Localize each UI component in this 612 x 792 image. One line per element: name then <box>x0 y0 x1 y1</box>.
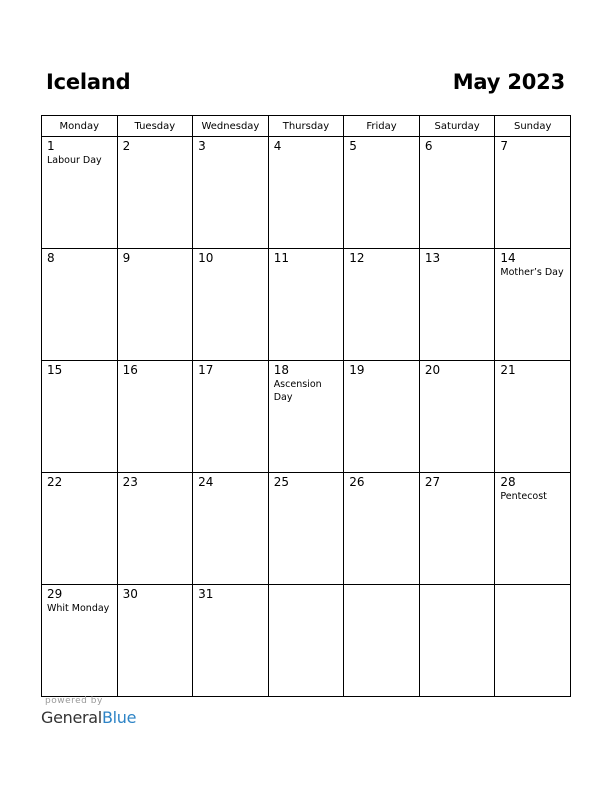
weekday-header: Monday <box>42 116 118 137</box>
day-number: 1 <box>47 139 55 153</box>
day-cell <box>193 137 269 249</box>
day-cell <box>344 585 420 697</box>
day-cell <box>193 249 269 361</box>
day-number: 4 <box>273 139 282 153</box>
day-number: 9 <box>122 251 131 265</box>
brand-blue: Blue <box>101 708 137 727</box>
holiday-label: Labour Day <box>47 155 102 166</box>
day-cell <box>419 473 495 585</box>
day-cell <box>117 137 193 249</box>
holiday-label: Mother’s Day <box>500 267 564 278</box>
calendar-grid <box>41 115 571 697</box>
day-number: 14 <box>500 251 516 265</box>
day-number: 6 <box>424 139 433 153</box>
holiday-label: Pentecost <box>500 491 547 502</box>
day-number: 30 <box>122 587 138 601</box>
weekday-header: Tuesday <box>117 116 193 137</box>
country-title: Iceland <box>46 70 131 94</box>
day-cell <box>495 137 571 249</box>
day-cell <box>419 137 495 249</box>
day-cell <box>42 249 118 361</box>
day-cell <box>117 473 193 585</box>
weekday-header: Sunday <box>495 116 571 137</box>
day-cell <box>344 249 420 361</box>
day-cell <box>193 361 269 473</box>
day-cell <box>193 473 269 585</box>
day-cell <box>344 473 420 585</box>
day-cell <box>268 249 344 361</box>
month-title: May 2023 <box>452 70 565 94</box>
day-cell <box>268 585 344 697</box>
day-cell <box>42 473 118 585</box>
brand-logo <box>41 708 136 727</box>
day-number: 11 <box>273 251 289 265</box>
day-cell <box>268 361 344 473</box>
day-cell <box>42 585 118 697</box>
day-cell <box>268 137 344 249</box>
day-number: 7 <box>500 139 509 153</box>
week-row <box>42 137 571 249</box>
day-cell <box>344 361 420 473</box>
day-number: 8 <box>47 251 55 265</box>
day-number: 23 <box>122 475 138 489</box>
day-cell <box>42 137 118 249</box>
day-number: 16 <box>122 363 138 377</box>
day-cell <box>419 361 495 473</box>
day-number: 24 <box>198 475 214 489</box>
day-number: 26 <box>349 475 365 489</box>
day-number: 21 <box>500 363 516 377</box>
day-cell <box>495 585 571 697</box>
week-row <box>42 473 571 585</box>
day-number: 31 <box>198 587 214 601</box>
brand-general: General <box>41 708 102 727</box>
day-number: 20 <box>424 363 441 377</box>
week-row <box>42 361 571 473</box>
day-number: 5 <box>349 139 357 153</box>
day-number: 13 <box>424 251 441 265</box>
day-number: 29 <box>47 587 63 601</box>
weekday-header: Thursday <box>268 116 344 137</box>
day-cell <box>495 473 571 585</box>
day-number: 19 <box>349 363 365 377</box>
week-row <box>42 249 571 361</box>
day-cell <box>344 137 420 249</box>
day-number: 22 <box>47 475 63 489</box>
weekday-header: Wednesday <box>193 116 269 137</box>
day-cell <box>193 585 269 697</box>
day-cell <box>495 249 571 361</box>
day-number: 2 <box>122 139 131 153</box>
day-cell <box>42 361 118 473</box>
day-number: 18 <box>273 363 289 377</box>
day-number: 12 <box>349 251 365 265</box>
day-number: 17 <box>198 363 214 377</box>
day-cell <box>419 585 495 697</box>
holiday-label: Whit Monday <box>47 603 110 614</box>
weekday-header: Friday <box>344 116 420 137</box>
day-number: 3 <box>198 139 206 153</box>
weekday-header-row <box>42 116 571 137</box>
day-cell <box>117 585 193 697</box>
holiday-label: Ascension Day <box>273 379 322 403</box>
day-number: 27 <box>424 475 441 489</box>
day-number: 28 <box>500 475 516 489</box>
week-row <box>42 585 571 697</box>
weekday-header: Saturday <box>419 116 495 137</box>
day-cell <box>268 473 344 585</box>
day-number: 15 <box>47 363 63 377</box>
day-cell <box>117 249 193 361</box>
day-number: 10 <box>198 251 214 265</box>
day-cell <box>117 361 193 473</box>
day-cell <box>419 249 495 361</box>
powered-by-label: powered by <box>45 696 103 706</box>
day-number: 25 <box>273 475 289 489</box>
day-cell <box>495 361 571 473</box>
